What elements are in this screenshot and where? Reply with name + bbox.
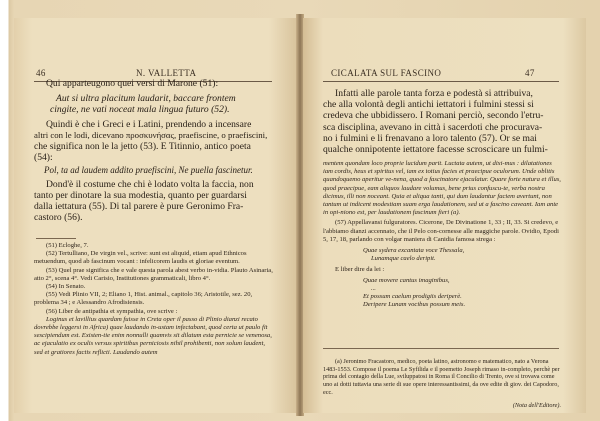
footnote: (57) Appellavansi fulguratores. Cicerone, De Divinatione 1, 33 ; II, 33. Si credevo, e l'abbiamo dianzi accennato, che il Pelo con-cornesse alle maggiche parole. Ovidio, Epodi 5, 17, 18, parlando con volgar maniera di Canidia famosa strega :: [323, 219, 559, 243]
footnotes: [34, 242, 274, 357]
paragraph: Dond'è il costume che chi è lodato volta la faccia, non: [46, 178, 254, 190]
footnote: Loginus et lavillius quardam fuisse in Creta oper il passo di Plinio dianzi recato dovrebbe leggersi in Africa) quae laudando in-ustam infectabant, quod certa ut paulo fit sescipiendum est. Existen-tie enim nonnulli quamvis sit dilatum esta pernicie se venenosa, ac ejaculatio ex oculis versus spiritibus perniciosis nihil prohibenti, non solum laudent, sed et gratiores factis reflicti. Laudando autem: [34, 315, 272, 356]
paragraph-line: sca disciplina, avevano in città i sacerdoti che procurava-: [323, 121, 543, 133]
paragraph: Infatti alle parole tanta forza e podestà si attribuiva,: [335, 88, 533, 99]
footnote: (52) Tertulliano, De virgin vel., scrive: sunt est aliquid, etiam apud Ethnicos metuendum, quod ab fascinum vocant : infelicorem laudis et gloriae eventum.: [34, 250, 247, 266]
editor-footnote: (a) Jeronimo Fracastoro, medico, poeta latino, astronomo e matematico, nato a Verona 1483-1553. Compose il poema Le Syfilida e il poemetto Joseph rimaso in-completo, perchè per prima del contagio della Lue, sviluppatosi in Roma il Concilio di Trento, ove si trovava come uno ai dotti tuttavia una serie di sue opere interessantissimi, da ove edite di giov. dei Capodoro, ecc.: [323, 358, 560, 396]
paragraph-line: che significa non le la jetto (53). E Titinnio, antico poeta: [34, 141, 251, 153]
bottom-note: [323, 352, 561, 413]
footnote-separator: [36, 238, 76, 239]
left-page: [14, 18, 297, 413]
footnote: (56) Liber de antipathia et sympathia, ove scrive :: [46, 307, 178, 315]
verse-line: Deripere Lunam vocibus possum meis.: [363, 301, 466, 309]
verse-line: ...: [371, 284, 376, 292]
body-text: [34, 78, 274, 223]
paragraph-line: credeva che ubbidissero. I Romani perciò, secondo l'etru-: [323, 110, 544, 122]
body-text: [323, 88, 561, 155]
footnote: (55) Vedi Plinio VII, 2; Eliano 1, Hist. animal., capitolo 36; Aristotile, sez. 20, problema 34 ; e Alessandro Afrodisiensis.: [34, 291, 253, 307]
paragraph-line: qualche onnipotente iettatore facesse scroscicare un fulmi-: [323, 144, 548, 156]
paragraph: Quindi è che i Greci e i Latini, prendendo a incensare: [46, 118, 252, 130]
footnote: (53) Quel prae significa che e vale questa parola abest verbo in-vidia. Plauto Asinaria, atto 2°, scena 4°. Vedi Carisio, Institutiones grammaticali, libro 4°.: [34, 266, 273, 282]
paragraph-line: castoro (56).: [34, 212, 83, 224]
header-rule: [323, 81, 559, 82]
right-page: [303, 18, 586, 413]
bottom-note-rule: [323, 348, 559, 349]
verse-line: Quae movere cantus imaginibus,: [363, 276, 450, 284]
paragraph-line: altri con le lodi, dicevano προσκυνήσας, praefiscine, o praefiscini,: [34, 129, 268, 140]
running-head: CICALATA SUL FASCINO: [331, 68, 442, 78]
paragraph-line: che alla volontà degli antichi iettatori i fulmini stessi si: [323, 99, 534, 111]
verse-line: Quae sydera excantata voce Thessala,: [363, 247, 465, 255]
paragraph-line: (54):: [34, 152, 53, 164]
verse-line: Lunamque caelo deripit.: [371, 255, 436, 263]
paragraph-line: no i fulmini e li frenavano a loro talento (57). Or se mai: [323, 132, 537, 144]
verse-line: cingite, ne vati noceat mala lingua futuro (52).: [50, 104, 230, 116]
paragraph-line: dalla iettatura (55). Di tal parere è pure Geronimo Fra-: [34, 201, 244, 213]
footnote: (51) Ecloghe, 7.: [46, 242, 89, 249]
verse-line: Et possum caelum prodigiis deriperè.: [363, 293, 462, 301]
verse-line: Pol, ta ad laudem addito praefiscini, Ne puella fascinetur.: [44, 165, 253, 176]
verse-intro: E liber dire da lei :: [335, 266, 385, 274]
running-head: N. VALLETTA: [136, 68, 197, 78]
paragraph-line: tanto per dinotare la sua modestia, quanto per guardarsi: [34, 189, 247, 201]
verse-line: Aut si ultra placitum laudarit, baccare frontem: [56, 93, 236, 105]
paragraph: Qui apparteugono quei versi di Marone (51):: [46, 78, 219, 89]
footnote-continuation: mentem quondam loco proprie lucidum parit. Luctata autem, ut dixi-mus : dilatationes iam cordis, heus et spiritus vel, iam ex totius facies et praecipue oculorum. Unde oblitis quandoquemo aperitur ve-nena, quod a fascinatore ejaculatur. Quare forte natura et illus, quod praecipue, eam aliquos laudare volumus, bene prius confuscu-te, verba nostra dicimus, illi non noceant. Quia et aliqua tanti, qui dum laudantur faciem avertunt, non tantum ut indicent modestiam suam erga laudationem, sed ut a fascino caveant. Iam ante in opi-niono est, per laudationem fascinum fieri (a).: [323, 160, 561, 217]
footnotes: [323, 160, 561, 309]
editor-attribution: (Nota dell'Editore).: [512, 402, 561, 410]
page-number: 47: [525, 68, 535, 78]
page-number: 46: [36, 68, 46, 78]
footnote: (54) In Senato.: [46, 283, 86, 291]
